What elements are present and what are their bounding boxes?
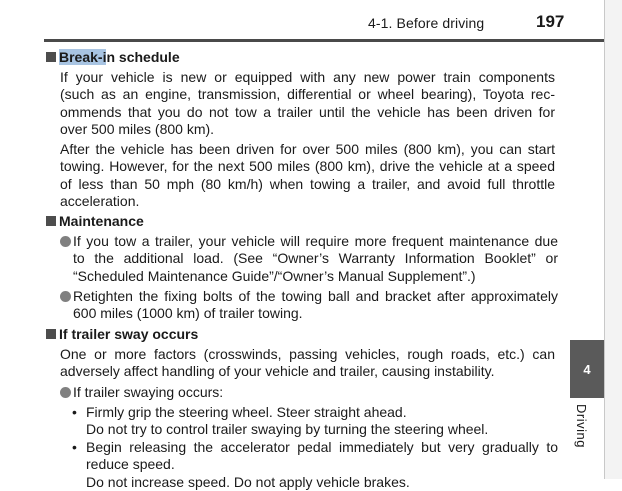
heading-square-icon (46, 329, 56, 339)
heading-text: If trailer sway occurs (59, 326, 199, 342)
text-line: acceleration. (60, 192, 140, 209)
header-rule (44, 39, 604, 42)
text-line: “Scheduled Maintenance Guide”/“Owner’s Manual Supplement”.) (73, 267, 476, 284)
bullet-if-swaying (60, 384, 558, 401)
page-number: 197 (536, 12, 565, 31)
text-line: (such as an engine, transmission, differential or wheel bearing), Toyota rec- (60, 86, 555, 103)
chapter-label: Driving (574, 404, 589, 448)
chapter-tab[interactable] (570, 340, 604, 398)
text-line: reduce speed. (86, 456, 175, 473)
page-edge (604, 0, 605, 479)
heading-break-in-schedule (46, 49, 180, 65)
heading-text: Maintenance (59, 213, 144, 229)
text-line: Firmly grip the steering wheel. Steer straight ahead. (86, 404, 407, 420)
heading-trailer-sway (46, 326, 198, 342)
bullet-dot-icon (60, 387, 71, 398)
chapter-number: 4 (583, 361, 591, 377)
heading-square-icon (46, 52, 56, 62)
page-edge-shade (605, 0, 622, 479)
text-line: towing. However, for the next 500 miles (800 km), drive the vehicle at a speed (60, 158, 555, 175)
paragraph-break-in-2 (60, 141, 555, 210)
bullet-dot-icon (60, 291, 71, 302)
text-line: If you tow a trailer, your vehicle will require more frequent maintenance due (73, 233, 558, 249)
bullet-maintenance-2 (60, 288, 558, 323)
text-line: Do not increase speed. Do not apply vehicle brakes. (86, 473, 410, 490)
text-line: over 500 miles (800 km). (60, 120, 215, 137)
selection-highlight[interactable]: Break-i (59, 49, 107, 65)
heading-square-icon (46, 216, 56, 226)
text-line: of less than 50 mph (80 km/h) when towing a trailer, and avoid full throttle (60, 175, 555, 192)
bullet-dot-icon (60, 236, 71, 247)
heading-text: n schedule (106, 49, 180, 65)
text-line: to the additional load. (See “Owner’s Warranty Information Booklet” or (73, 250, 558, 267)
text-line: Retighten the fixing bolts of the towing ball and bracket after approximately (73, 288, 558, 304)
text-line: ommends that you do not tow a trailer until the vehicle has been driven for (60, 103, 555, 120)
text-line: After the vehicle has been driven for over 500 miles (800 km), you can start (60, 141, 555, 157)
text-line: adversely affect handling of your vehicle and trailer, causing instability. (60, 363, 495, 380)
heading-maintenance (46, 213, 144, 229)
sub-bullet-mark: • (72, 404, 77, 420)
bullet-maintenance-1 (60, 233, 558, 285)
paragraph-trailer-sway (60, 346, 555, 381)
text-line: Begin releasing the accelerator pedal immediately but very gradually to (86, 439, 558, 455)
text-line: 600 miles (1000 km) of trailer towing. (73, 305, 303, 322)
section-title: 4-1. Before driving (368, 15, 485, 31)
paragraph-break-in-1 (60, 69, 555, 138)
text-line: One or more factors (crosswinds, passing vehicles, rough roads, etc.) can (60, 346, 555, 362)
text-line: If your vehicle is new or equipped with any new power train components (60, 69, 555, 85)
text-line: If trailer swaying occurs: (73, 384, 224, 400)
sub-item-grip-wheel (72, 404, 558, 439)
sub-bullet-mark: • (72, 439, 77, 455)
text-line: Do not try to control trailer swaying by turning the steering wheel. (86, 421, 489, 438)
sub-item-release-pedal (72, 439, 558, 491)
